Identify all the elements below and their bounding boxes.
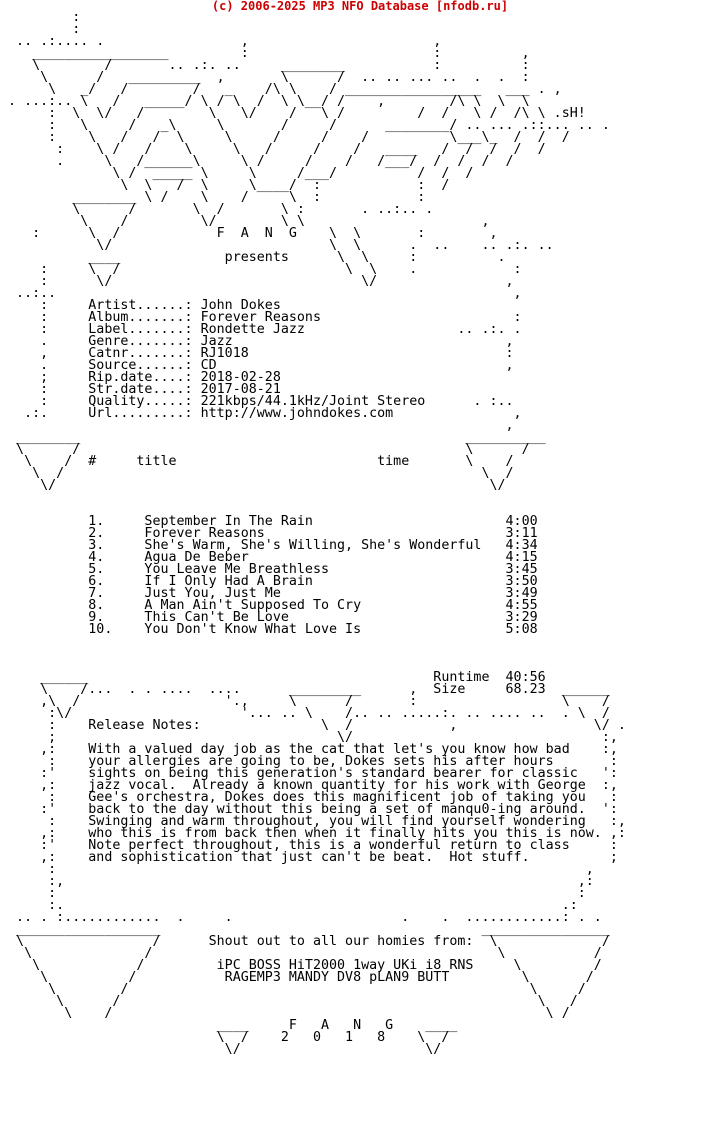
nfo-line: 5. You Leave Me Breathless 3:45 (0, 562, 538, 577)
nfo-line: 1. September In The Rain 4:00 (0, 514, 538, 529)
nfo-line: :\/ '... .. \ /.. .. .....:. .. .... .. . \ / (0, 706, 610, 721)
nfo-line: \ / \ / (0, 946, 602, 961)
nfo-line: : : (0, 886, 586, 901)
nfo-line: : , (0, 862, 594, 877)
nfo-line: 2. Forever Reasons 3:11 (0, 526, 538, 541)
nfo-line: :' back to the day without this being a set of manqu0-ing around. ': (0, 802, 618, 817)
nfo-line: \ / Shout out to all our homies from: \ / (0, 934, 610, 949)
nfo-line: : \ / / \ \ / / / \___\_ / / / (0, 130, 570, 145)
nfo-line: ..:.. , (0, 286, 522, 301)
nfo-line: \ / \ / (0, 994, 578, 1009)
nfo-line: : \ \/ / \ \/ / \ / / / \ / /\ \ .sH! (0, 106, 586, 121)
nfo-line: \ / \ / (0, 1006, 570, 1021)
nfo-line: 8. A Man Ain't Supposed To Cry 4:55 (0, 598, 538, 613)
nfo-line: : Swinging and warm throughout, you will find yourself wondering :, (0, 814, 626, 829)
nfo-line: 6. If I Only Had A Brain 3:50 (0, 574, 538, 589)
nfo-line: \ / 2 0 1 8 \ / (0, 1030, 450, 1045)
nfo-line: : Quality.....: 221kbps/44.1kHz/Joint Stereo . :.. (0, 394, 514, 409)
nfo-line: ________ \ / \ / \ : : (0, 190, 426, 205)
nfo-line: \ / \ / \ : . ..:.. . (0, 202, 434, 217)
nfo-line: \/ \ \ . .. .. .:. .. (0, 238, 554, 253)
nfo-line: \ / .. .:. .. ________ : : (0, 58, 530, 73)
nfo-line: ,: who this is from back then when it finally hits you this is now. ,: (0, 826, 626, 841)
nfo-line: ; \/ :, (0, 730, 618, 745)
nfo-line: : your allergies are going to be, Dokes sets his after hours : (0, 754, 618, 769)
nfo-line: :' Note perfect throughout, this is a wonderful return to class : (0, 838, 618, 853)
nfo-line: \ / iPC BOSS HiT2000 1way UKi i8 RNS \ / (0, 958, 602, 973)
nfo-line: \ /... . . .... .... _________ , Size 68.23 ______ (0, 682, 610, 697)
nfo-line: : \/ \/ , (0, 274, 514, 289)
nfo-line: . Source......: CD , (0, 358, 514, 373)
nfo-line: \ / \ / (0, 466, 514, 481)
nfo-line: .. . :............ . . . . ............: . . (0, 910, 602, 925)
nfo-line: : Str.date....: 2017-08-21 (0, 382, 281, 397)
nfo-line: _________________ : : , (0, 46, 530, 61)
nfo-line: ,: jazz vocal. Already a known quantity for his work with George :, (0, 778, 618, 793)
nfo-line: :. .: (0, 898, 578, 913)
nfo-line: \ / \ / (0, 442, 530, 457)
nfo-line: : \ / \ \ . : (0, 262, 522, 277)
nfo-line: :' sights on being this generation's standard bearer for classic ': (0, 766, 618, 781)
nfo-line: : \ / / \ \ / / / ____ / / / / / (0, 142, 546, 157)
nfo-line: \ / \ / (0, 982, 586, 997)
nfo-line: \ / # title time \ / (0, 454, 514, 469)
nfo-line: . Genre.......: Jazz , (0, 334, 514, 349)
nfo-line: 7. Just You, Just Me 3:49 (0, 586, 538, 601)
nfo-line: : Release Notes: \ / , \/ . (0, 718, 626, 733)
nfo-line: ________ __________ (0, 430, 546, 445)
nfo-line: \ / _________ , \ / .. .. ... .. . . : (0, 70, 530, 85)
nfo-line: \ \ / \ \____/ : : / (0, 178, 450, 193)
nfo-line: \/ \/ (0, 1042, 442, 1056)
nfo-line: : Album.......: Forever Reasons : (0, 310, 522, 325)
nfo-line: : Gee's orchestra, Dokes does this magnificent job of taking you : (0, 790, 618, 805)
site-banner: (c) 2006-2025 MP3 NFO Database [nfodb.ru] (211, 0, 509, 13)
nfo-line: . \ /______\ \ / / / /___/ / / / / (0, 154, 514, 169)
nfo-line: 9. This Can't Be Love 3:29 (0, 610, 538, 625)
nfo-line: 3. She's Warm, She's Willing, She's Wonderful 4:34 (0, 538, 538, 553)
nfo-line: .. .:.... . , , (0, 34, 442, 49)
nfo-line: 4. Agua De Beber 4:15 (0, 550, 538, 565)
nfo-line: \/ \/ (0, 478, 506, 493)
nfo-line: ; Rip.date....: 2018-02-28 (0, 370, 281, 385)
nfo-line: ____ F A N G ____ (0, 1018, 458, 1033)
nfo-line: __________________ ________________ (0, 922, 610, 937)
nfo-line: \ / RAGEMP3 MANDY DV8 pLAN9 BUTT \ / (0, 970, 594, 985)
nfo-line: : \ / F A N G \ \ : , (0, 226, 498, 241)
nfo-line: : Artist......: John Dokes (0, 298, 281, 313)
nfo-line: ____ presents \ \ : . (0, 250, 506, 265)
nfo-line: \ _/ / / _ /\ \ / _________________ ___ . , (0, 82, 562, 97)
nfo-line: ,: With a valued day job as the cat that let's you know how bad :, (0, 742, 618, 757)
nfo-line: , (0, 418, 514, 433)
nfo-line: : (0, 12, 81, 25)
nfo-line: , Catnr.......: RJ1018 : (0, 346, 514, 361)
nfo-line: 10. You Don't Know What Love Is 5:08 (0, 622, 538, 637)
nfo-line: :, ,: (0, 874, 594, 889)
nfo-ascii-art (0, 12, 720, 1056)
nfo-line: .:. Url.........: http://www.johndokes.com , (0, 406, 522, 421)
nfo-line: \ / _____ \ \ /___/ / / / (0, 166, 474, 181)
nfo-line: : (0, 22, 81, 37)
nfo-line: ______ Runtime 40:56 (0, 670, 546, 685)
nfo-line: . ...:.. \ / _____/ \ / \ / \ \__/ / , /\ \ \ \ (0, 94, 530, 109)
nfo-line: \ / \/ \ \ , (0, 214, 490, 229)
nfo-line: ,: and sophistication that just can't be beat. Hot stuff. ; (0, 850, 618, 865)
nfo-line: : \ / _\ \ / / ________/ .. ... .::... .. . (0, 118, 610, 133)
nfo-line: : Label.......: Rondette Jazz .. .:. . (0, 322, 522, 337)
nfo-line: ,\ / '., \ / : \ / (0, 694, 610, 709)
